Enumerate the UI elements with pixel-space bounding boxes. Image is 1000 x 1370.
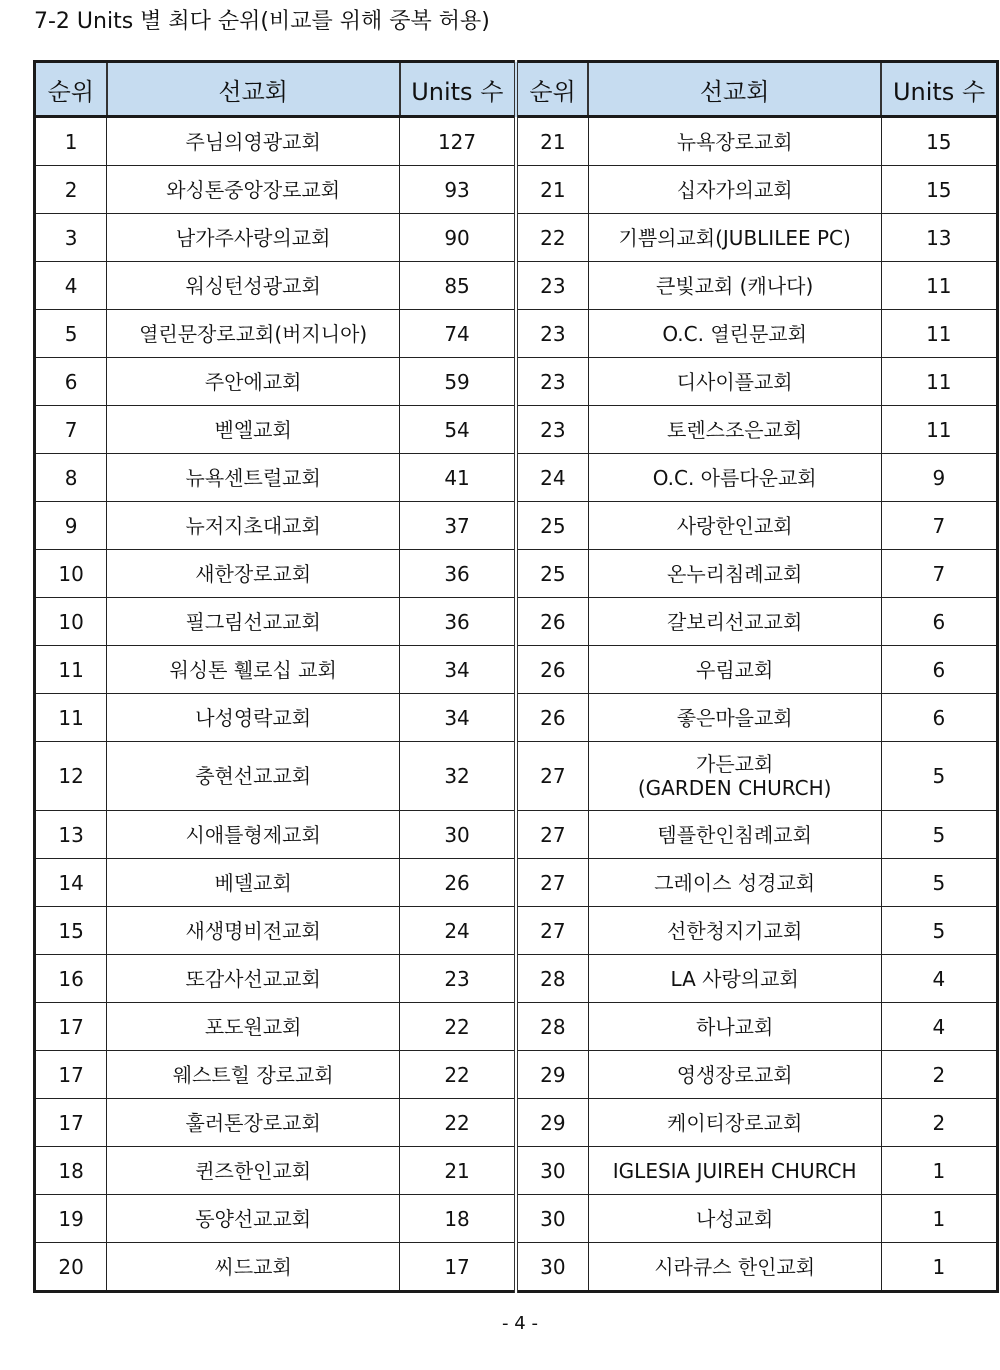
header-rank-left: 순위 — [35, 62, 107, 117]
header-church-left: 선교회 — [107, 62, 400, 117]
units-cell-left: 23 — [400, 955, 516, 1003]
table-row — [35, 406, 998, 454]
units-cell-left: 26 — [400, 859, 516, 907]
church-cell-left: 충현선교교회 — [107, 742, 400, 811]
rank-cell-right: 28 — [516, 955, 588, 1003]
rank-cell-left: 19 — [35, 1195, 107, 1243]
church-cell-left: 워싱톤 휄로십 교회 — [107, 646, 400, 694]
rank-cell-right: 22 — [516, 214, 588, 262]
units-cell-left: 41 — [400, 454, 516, 502]
rank-cell-left: 13 — [35, 811, 107, 859]
page-number: - 4 - — [502, 1313, 538, 1334]
church-cell-right: 기쁨의교회(JUBLILEE PC) — [588, 214, 881, 262]
church-cell-right: O.C. 열린문교회 — [588, 310, 881, 358]
table-row — [35, 262, 998, 310]
rank-cell-right: 25 — [516, 502, 588, 550]
church-cell-right: 큰빛교회 (캐나다) — [588, 262, 881, 310]
table-row — [35, 1051, 998, 1099]
church-cell-left: 새한장로교회 — [107, 550, 400, 598]
units-cell-right: 2 — [881, 1099, 997, 1147]
church-cell-left: 열린문장로교회(버지니아) — [107, 310, 400, 358]
rank-cell-left: 11 — [35, 646, 107, 694]
units-cell-left: 85 — [400, 262, 516, 310]
units-cell-left: 90 — [400, 214, 516, 262]
table-row — [35, 1195, 998, 1243]
units-cell-left: 34 — [400, 646, 516, 694]
table-body — [35, 117, 998, 1292]
church-cell-right: O.C. 아름다운교회 — [588, 454, 881, 502]
church-cell-left: 동양선교교회 — [107, 1195, 400, 1243]
units-cell-right: 11 — [881, 406, 997, 454]
units-cell-left: 21 — [400, 1147, 516, 1195]
church-cell-right: 뉴욕장로교회 — [588, 117, 881, 166]
rank-cell-right: 26 — [516, 598, 588, 646]
table-row — [35, 117, 998, 166]
rank-cell-left: 11 — [35, 694, 107, 742]
units-cell-right: 11 — [881, 262, 997, 310]
units-cell-left: 22 — [400, 1099, 516, 1147]
church-cell-right: 템플한인침례교회 — [588, 811, 881, 859]
church-cell-left: 와싱톤중앙장로교회 — [107, 166, 400, 214]
church-cell-right: 케이티장로교회 — [588, 1099, 881, 1147]
table-row — [35, 955, 998, 1003]
units-cell-right: 13 — [881, 214, 997, 262]
rank-cell-left: 7 — [35, 406, 107, 454]
table-row — [35, 907, 998, 955]
units-cell-right: 6 — [881, 694, 997, 742]
church-cell-right: 시라큐스 한인교회 — [588, 1243, 881, 1292]
units-cell-left: 30 — [400, 811, 516, 859]
rank-cell-left: 3 — [35, 214, 107, 262]
rank-cell-left: 20 — [35, 1243, 107, 1292]
units-cell-right: 1 — [881, 1243, 997, 1292]
rank-cell-right: 21 — [516, 117, 588, 166]
units-cell-left: 36 — [400, 598, 516, 646]
church-cell-left: 퀸즈한인교회 — [107, 1147, 400, 1195]
table-row — [35, 310, 998, 358]
units-cell-left: 34 — [400, 694, 516, 742]
units-cell-left: 18 — [400, 1195, 516, 1243]
church-cell-left: 주안에교회 — [107, 358, 400, 406]
units-cell-left: 32 — [400, 742, 516, 811]
table-row — [35, 358, 998, 406]
rank-cell-left: 4 — [35, 262, 107, 310]
header-rank-right: 순위 — [516, 62, 588, 117]
rank-cell-left: 6 — [35, 358, 107, 406]
church-cell-right: 토렌스조은교회 — [588, 406, 881, 454]
units-ranking-table — [33, 60, 999, 1293]
church-cell-right: 십자가의교회 — [588, 166, 881, 214]
rank-cell-right: 30 — [516, 1243, 588, 1292]
church-cell-right: 하나교회 — [588, 1003, 881, 1051]
rank-cell-right: 30 — [516, 1147, 588, 1195]
rank-cell-left: 12 — [35, 742, 107, 811]
rank-cell-left: 10 — [35, 550, 107, 598]
church-cell-left: 주님의영광교회 — [107, 117, 400, 166]
rank-cell-right: 23 — [516, 310, 588, 358]
rank-cell-right: 24 — [516, 454, 588, 502]
church-cell-left: 필그림선교교회 — [107, 598, 400, 646]
rank-cell-left: 5 — [35, 310, 107, 358]
church-cell-right: 영생장로교회 — [588, 1051, 881, 1099]
units-cell-right: 15 — [881, 117, 997, 166]
church-cell-right: 좋은마을교회 — [588, 694, 881, 742]
table-row — [35, 859, 998, 907]
units-cell-left: 22 — [400, 1003, 516, 1051]
church-cell-right: LA 사랑의교회 — [588, 955, 881, 1003]
rank-cell-left: 17 — [35, 1051, 107, 1099]
table-row — [35, 1099, 998, 1147]
rank-cell-right: 27 — [516, 811, 588, 859]
units-cell-right: 2 — [881, 1051, 997, 1099]
rank-cell-left: 18 — [35, 1147, 107, 1195]
header-units-right: Units 수 — [881, 62, 997, 117]
church-cell-left: 훌러톤장로교회 — [107, 1099, 400, 1147]
church-cell-left: 워싱턴성광교회 — [107, 262, 400, 310]
rank-cell-right: 30 — [516, 1195, 588, 1243]
units-cell-right: 15 — [881, 166, 997, 214]
units-cell-left: 93 — [400, 166, 516, 214]
church-cell-left: 또감사선교교회 — [107, 955, 400, 1003]
rank-cell-right: 28 — [516, 1003, 588, 1051]
church-cell-right: 우림교회 — [588, 646, 881, 694]
church-cell-right: 그레이스 성경교회 — [588, 859, 881, 907]
table-row — [35, 1243, 998, 1292]
header-units-left: Units 수 — [400, 62, 516, 117]
table-row — [35, 1003, 998, 1051]
church-cell-left: 시애틀형제교회 — [107, 811, 400, 859]
rank-cell-left: 15 — [35, 907, 107, 955]
rank-cell-right: 23 — [516, 262, 588, 310]
table-row — [35, 502, 998, 550]
church-cell-left: 베델교회 — [107, 859, 400, 907]
church-name-line: 가든교회 — [696, 752, 774, 776]
rank-cell-left: 17 — [35, 1003, 107, 1051]
table-row — [35, 1147, 998, 1195]
rank-cell-right: 25 — [516, 550, 588, 598]
church-cell-right — [588, 742, 881, 811]
rank-cell-left: 1 — [35, 117, 107, 166]
table-row — [35, 598, 998, 646]
units-cell-left: 74 — [400, 310, 516, 358]
church-cell-left: 남가주사랑의교회 — [107, 214, 400, 262]
units-cell-right: 1 — [881, 1195, 997, 1243]
church-cell-left: 벧엘교회 — [107, 406, 400, 454]
church-cell-left: 웨스트힐 장로교회 — [107, 1051, 400, 1099]
units-cell-left: 22 — [400, 1051, 516, 1099]
church-cell-left: 뉴저지초대교회 — [107, 502, 400, 550]
rank-cell-right: 27 — [516, 859, 588, 907]
units-cell-right: 11 — [881, 310, 997, 358]
church-cell-right: 나성교회 — [588, 1195, 881, 1243]
church-cell-left: 나성영락교회 — [107, 694, 400, 742]
units-cell-right: 9 — [881, 454, 997, 502]
table-row — [35, 742, 998, 811]
rank-cell-right: 26 — [516, 646, 588, 694]
units-cell-right: 4 — [881, 1003, 997, 1051]
church-name-line: (GARDEN CHURCH) — [637, 776, 832, 800]
rank-cell-left: 17 — [35, 1099, 107, 1147]
church-cell-right: 디사이플교회 — [588, 358, 881, 406]
church-cell-left: 포도원교회 — [107, 1003, 400, 1051]
rank-cell-left: 8 — [35, 454, 107, 502]
church-cell-left: 새생명비전교회 — [107, 907, 400, 955]
church-cell-right: 선한청지기교회 — [588, 907, 881, 955]
units-cell-left: 127 — [400, 117, 516, 166]
units-cell-left: 36 — [400, 550, 516, 598]
table-row — [35, 454, 998, 502]
units-cell-left: 17 — [400, 1243, 516, 1292]
rank-cell-right: 23 — [516, 406, 588, 454]
units-cell-left: 37 — [400, 502, 516, 550]
rank-cell-left: 2 — [35, 166, 107, 214]
table-row — [35, 646, 998, 694]
units-cell-right: 6 — [881, 646, 997, 694]
rank-cell-left: 14 — [35, 859, 107, 907]
rank-cell-right: 26 — [516, 694, 588, 742]
units-cell-right: 5 — [881, 907, 997, 955]
units-cell-left: 59 — [400, 358, 516, 406]
table-row — [35, 550, 998, 598]
units-cell-right: 1 — [881, 1147, 997, 1195]
rank-cell-right: 27 — [516, 907, 588, 955]
units-cell-right: 7 — [881, 502, 997, 550]
units-cell-right: 5 — [881, 811, 997, 859]
rank-cell-left: 9 — [35, 502, 107, 550]
rank-cell-right: 21 — [516, 166, 588, 214]
units-cell-right: 7 — [881, 550, 997, 598]
rank-cell-right: 29 — [516, 1051, 588, 1099]
church-cell-right: IGLESIA JUIREH CHURCH — [588, 1147, 881, 1195]
units-cell-right: 5 — [881, 859, 997, 907]
church-cell-left: 씨드교회 — [107, 1243, 400, 1292]
table-row — [35, 811, 998, 859]
units-cell-right: 5 — [881, 742, 997, 811]
units-cell-right: 6 — [881, 598, 997, 646]
rank-cell-right: 27 — [516, 742, 588, 811]
church-cell-right: 갈보리선교교회 — [588, 598, 881, 646]
church-cell-right: 온누리침례교회 — [588, 550, 881, 598]
units-cell-right: 11 — [881, 358, 997, 406]
units-cell-left: 24 — [400, 907, 516, 955]
church-cell-left: 뉴욕센트럴교회 — [107, 454, 400, 502]
rank-cell-left: 10 — [35, 598, 107, 646]
page-heading: 7-2 Units 별 최다 순위(비교를 위해 중복 허용) — [34, 9, 490, 34]
rank-cell-right: 29 — [516, 1099, 588, 1147]
header-row — [35, 62, 998, 117]
table-row — [35, 166, 998, 214]
church-cell-right: 사랑한인교회 — [588, 502, 881, 550]
table-row — [35, 214, 998, 262]
rank-cell-left: 16 — [35, 955, 107, 1003]
header-church-right: 선교회 — [588, 62, 881, 117]
units-cell-right: 4 — [881, 955, 997, 1003]
rank-cell-right: 23 — [516, 358, 588, 406]
table-row — [35, 694, 998, 742]
units-cell-left: 54 — [400, 406, 516, 454]
